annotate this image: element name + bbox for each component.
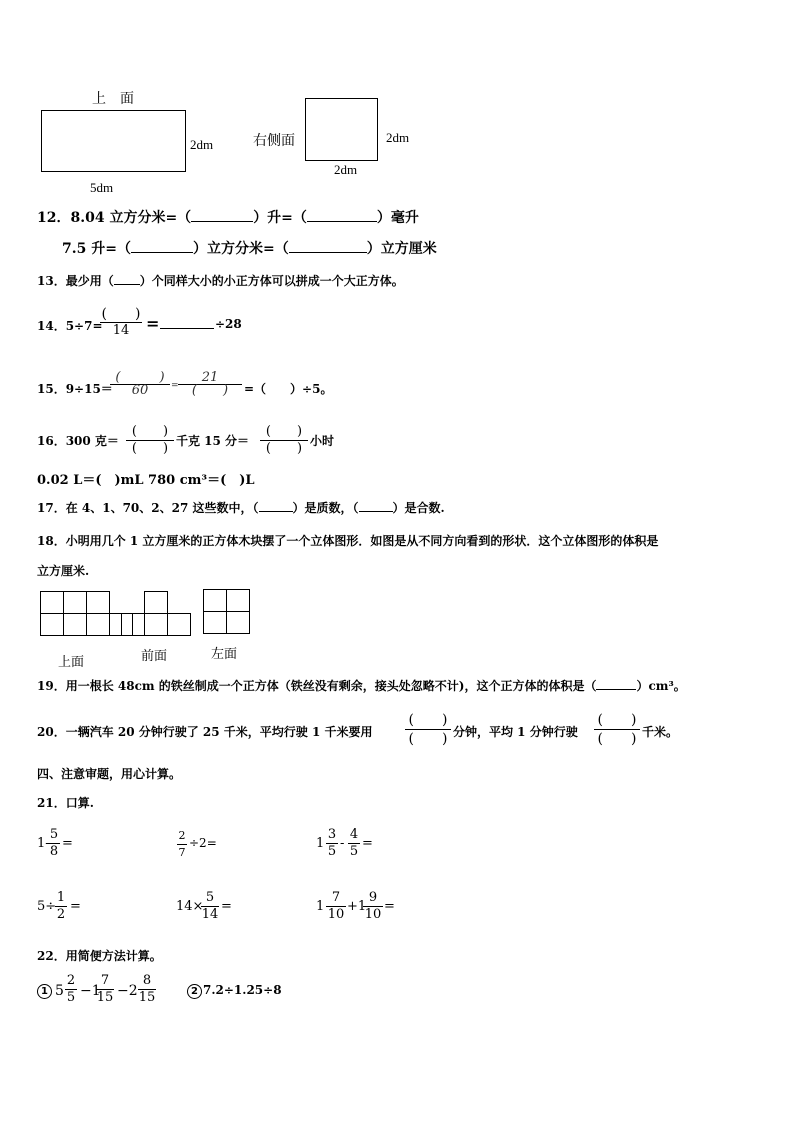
question-12-line-2: 7.5 升=（ ）立方分米=（ ）立方厘米: [62, 241, 437, 257]
question-15-fraction-2: 21 ( ): [178, 372, 242, 397]
question-20-part-3: 千米。: [642, 725, 679, 739]
calc-a-prefix: 1-: [37, 836, 50, 851]
calc-e-fraction: 5 14: [201, 890, 219, 922]
question-16-fraction-1: ( ) ( ): [126, 424, 174, 457]
calc-c-equals: =: [362, 836, 373, 851]
question-16-fraction-2: ( ) ( ): [260, 424, 308, 457]
question-15-prefix: 15．9÷15＝: [37, 382, 113, 396]
circled-number-2: 2: [187, 983, 202, 999]
question-16-unit-2: 小时: [310, 434, 335, 448]
calc-b-operation: ÷2=: [189, 836, 217, 850]
expr-1-fraction-2: 7 15: [96, 973, 114, 1005]
calc-c-minus: -: [340, 836, 345, 851]
calc-a-fraction: 5 8: [49, 827, 59, 859]
calc-e-equals: =: [221, 899, 232, 914]
question-20-part-1: 20．一辆汽车 20 分钟行驶了 25 千米，平均行驶 1 千米要用: [37, 725, 373, 739]
question-14-equals: =: [146, 314, 160, 333]
question-13: 13．最少用（ ）个同样大小的小正方体可以拼成一个大正方体。: [37, 274, 404, 288]
section-4-title: 四、注意审题，用心计算。: [37, 767, 182, 781]
calc-d-fraction: 1 2: [56, 890, 66, 922]
question-14-prefix: 14．5÷7=: [37, 319, 103, 333]
circled-number-1: 1: [37, 983, 52, 999]
calc-b-fraction: 2 7: [178, 829, 186, 859]
expr-1-op-1: −1: [80, 983, 101, 999]
expr-1-fraction-1: 2 5: [66, 973, 76, 1005]
right-view-label: 右侧面: [253, 134, 295, 149]
calc-c-whole: 1: [316, 836, 325, 851]
right-view-height: 2dm: [386, 130, 410, 145]
question-14-blank: [160, 328, 214, 329]
calc-d-prefix: 5÷: [37, 899, 57, 914]
question-15-equals: =: [171, 381, 179, 391]
question-18-line-2: 立方厘米.: [37, 564, 90, 578]
question-19: 19．用一根长 48cm 的铁丝制成一个正方体（铁丝没有剩余，接头处忽略不计)，这个正方体的体积是（ ）cm³。: [37, 679, 686, 693]
question-16-prefix: 16．300 克＝: [37, 434, 119, 448]
question-14-fraction: ( ) 14: [101, 306, 141, 338]
calc-f-plus: +1: [347, 899, 367, 914]
question-12-line-1: 12．8.04 立方分米=（ ）升=（ ）毫升: [37, 210, 419, 226]
calc-f-fraction-1: 7 10: [327, 890, 345, 922]
calc-f-whole: 1: [316, 899, 325, 914]
question-16-line-2: 0.02 L＝( )mL 780 cm³＝( )L: [37, 473, 255, 488]
top-view-rectangle: [41, 110, 186, 172]
question-15-suffix: =（ ）÷5。: [244, 382, 333, 396]
question-18-line-1: 18．小明用几个 1 立方厘米的正方体木块摆了一个立体图形．如图是从不同方向看到的形状．这个立体图形的体积是: [37, 534, 659, 548]
calc-c-fraction-2: 4 5: [349, 827, 359, 859]
left-view-grid-label: 左面: [211, 646, 238, 661]
expr-1-fraction-3: 8 15: [138, 973, 156, 1005]
top-view-height: 2dm: [190, 137, 214, 152]
question-21-title: 21．口算.: [37, 796, 94, 810]
calc-d-equals: =: [70, 899, 81, 914]
calc-f-fraction-2: 9 10: [364, 890, 382, 922]
calc-e-prefix: 14×: [176, 899, 204, 914]
calc-c-fraction-1: 3 5: [327, 827, 337, 859]
top-view-grid-label: 上面: [58, 654, 85, 669]
question-17: 17．在 4、1、70、2、27 这些数中，（ ）是质数，（ ）是合数.: [37, 501, 445, 515]
question-20-part-2: 分钟，平均 1 分钟行驶: [453, 725, 578, 739]
calc-f-equals: =: [384, 899, 395, 914]
calc-a-equals: =: [62, 836, 73, 851]
expr-1-whole-1: 5: [55, 983, 64, 999]
question-15-fraction-1: ( ) 60: [110, 372, 170, 397]
top-view-label: 上 面: [92, 92, 134, 107]
question-22-title: 22．用简便方法计算。: [37, 949, 162, 963]
question-16-unit-1: 千克 15 分＝: [176, 434, 250, 448]
right-view-width: 2dm: [334, 162, 358, 177]
right-view-square: [305, 98, 378, 161]
top-view-width: 5dm: [90, 180, 114, 195]
expr-1-op-2: −2: [117, 983, 138, 999]
front-view-grid-label: 前面: [141, 648, 168, 663]
expr-2: 7.2÷1.25÷8: [203, 983, 282, 997]
question-14-suffix: ÷28: [215, 317, 242, 331]
question-20-fraction-2: ( ) ( ): [594, 711, 640, 748]
question-20-fraction-1: ( ) ( ): [405, 711, 451, 748]
